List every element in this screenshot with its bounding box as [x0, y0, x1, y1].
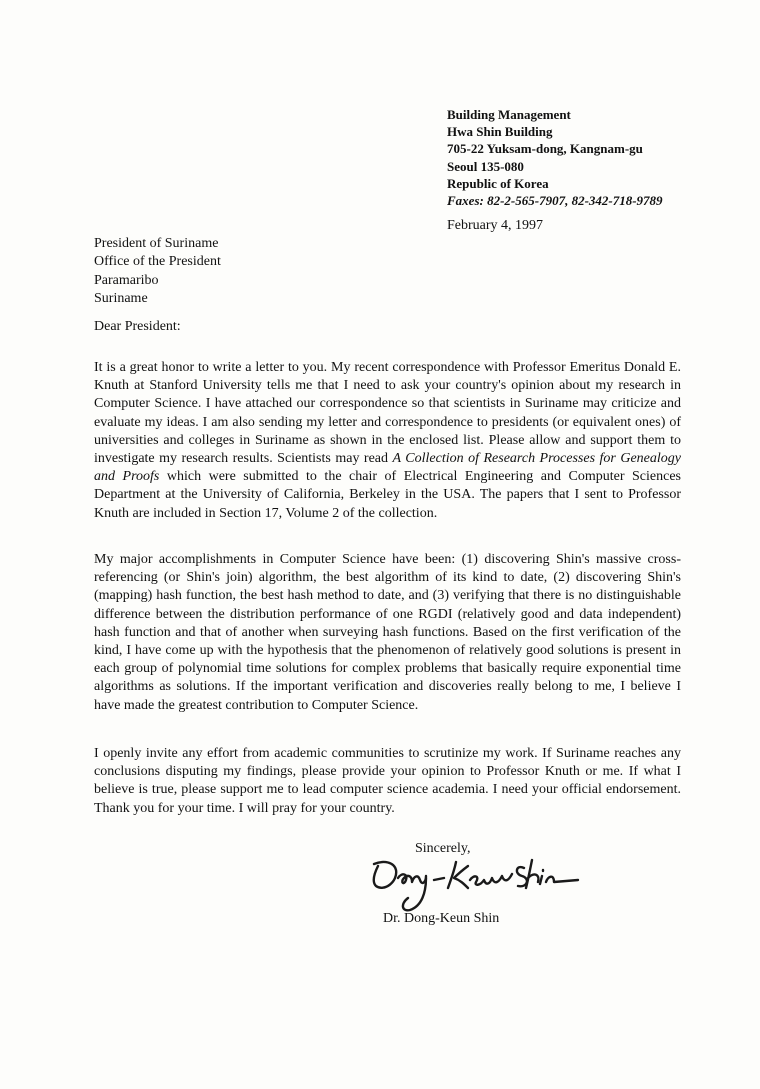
- sender-address-block: [447, 106, 663, 209]
- recipient-address-block: [94, 235, 221, 308]
- body-paragraph-3: I openly invite any effort from academic communities to scrutinize my work. If Suriname reaches any conclusions disputing my findings, please provide your opinion to Professor Knuth or me. If what I believe is true, please support me to lead computer science academia. I need your official endorsement. Thank you for your time. I will pray for your country.: [94, 746, 681, 816]
- letter-date: February 4, 1997: [447, 218, 544, 233]
- recipient-line-4: Suriname: [94, 290, 148, 306]
- signer-name: Dr. Dong-Keun Shin: [383, 911, 500, 926]
- closing: Sincerely,: [415, 841, 471, 856]
- sender-line-4: Seoul 135-080: [447, 158, 524, 174]
- sender-line-1: Building Management: [447, 107, 571, 122]
- sender-line-3: 705-22 Yuksam-dong, Kangnam-gu: [447, 141, 643, 157]
- collection-title: A Collection of Research Processes for Genealogy and Proofs: [94, 451, 681, 485]
- sender-line-2: Hwa Shin Building: [447, 124, 553, 140]
- recipient-line-2: Office of the President: [94, 254, 221, 270]
- body-paragraph-1: [94, 359, 681, 523]
- sender-line-5: Republic of Korea: [447, 175, 549, 191]
- paragraph-1-text-end: which were submitted to the chair of Electrical Engineering and Computer Sciences Department at the University of California, Berkeley in the USA. The papers that I sent to Professor Knuth are included in Section 17, Volume 2 of the collection.: [94, 469, 681, 521]
- sender-faxes: Faxes: 82-2-565-7907, 82-342-718-9789: [447, 193, 663, 209]
- body-paragraph-2: My major accomplishments in Computer Science have been: (1) discovering Shin's massive cross-referencing (or Shin's join) algorithm, the best algorithm of its kind to date, (2) discovering Shin's (mapping) hash function, the best hash method to date, and (3) verifying that there is no distinguishable difference between the distribution performance of one RGDI (relatively good and data independent) hash function and that of another when surveying hash functions. Based on the first verification of the kind, I have come up with the hypothesis that the phenomenon of relatively good solutions is present in each group of polynomial time solutions for complex problems that basically require exponential time algorithms as solutions. If the important verification and discoveries really belong to me, I believe I have made the greatest contribution to Computer Science.: [94, 552, 681, 713]
- recipient-line-1: President of Suriname: [94, 236, 219, 251]
- handwritten-signature: [364, 852, 584, 914]
- recipient-line-3: Paramaribo: [94, 272, 159, 288]
- paragraph-1-text-start: It is a great honor to write a letter to you. My recent correspondence with Professor Emeritus Donald E. Knuth at Stanford University tells me that I need to ask your country's opinion about my research in Computer Science. I have attached our correspondence so that scientists in Suriname may criticize and evaluate my ideas. I am also sending my letter and correspondence to presidents (or equivalent ones) of universities and colleges in Suriname as shown in the enclosed list. Please allow and support them to investigate my research results. Scientists may read: [94, 360, 681, 467]
- salutation: Dear President:: [94, 319, 181, 334]
